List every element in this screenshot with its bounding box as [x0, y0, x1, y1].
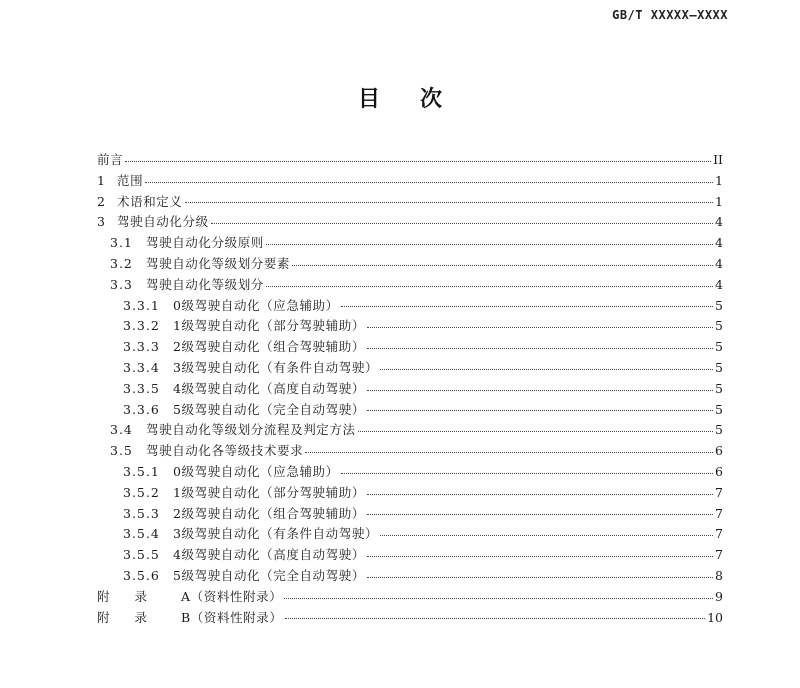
toc-entry-number: 1 — [97, 172, 106, 188]
toc-entry-page: 5 — [715, 318, 723, 334]
toc-entry-number: 3.2 — [110, 255, 133, 271]
toc-entry-number: 3 — [97, 214, 106, 230]
toc-entry[interactable] — [97, 150, 723, 171]
toc-entry[interactable] — [97, 254, 723, 275]
toc-entry-page: 10 — [707, 609, 723, 625]
toc-entry-page: 4 — [715, 235, 723, 251]
toc-entry-number: 3.3 — [110, 276, 133, 292]
toc-entry-label: 0级驾驶自动化（应急辅助） — [173, 297, 339, 313]
toc-entry-page: 1 — [715, 193, 723, 209]
toc-entry-number: 3.3.3 — [123, 339, 160, 355]
toc-entry-page: 5 — [715, 422, 723, 438]
toc-entry-page: 4 — [715, 276, 723, 292]
toc-entry[interactable] — [97, 608, 723, 629]
toc-entry-label: 0级驾驶自动化（应急辅助） — [173, 463, 339, 479]
toc-entry-label: 驾驶自动化等级划分要素 — [146, 255, 291, 271]
toc-entry-page: 5 — [715, 359, 723, 375]
toc-entry-label: 5级驾驶自动化（完全自动驾驶） — [173, 567, 365, 583]
toc-entry[interactable] — [97, 545, 723, 566]
toc-entry-label: 范围 — [117, 172, 144, 188]
toc-entry-page: 9 — [715, 588, 723, 604]
toc-entry-label: 驾驶自动化分级 — [117, 214, 209, 230]
toc-leader-dots — [185, 201, 714, 203]
toc-entry-page: 7 — [715, 505, 723, 521]
toc-entry-label: 驾驶自动化分级原则 — [146, 235, 264, 251]
table-of-contents — [97, 150, 723, 628]
toc-entry-number: 3.5.5 — [123, 547, 160, 563]
toc-entry-number: 3.3.2 — [123, 318, 160, 334]
toc-entry-number: 3.4 — [110, 422, 133, 438]
toc-entry[interactable] — [97, 296, 723, 317]
toc-entry-page: 7 — [715, 526, 723, 542]
toc-entry[interactable] — [97, 483, 723, 504]
toc-entry-page: 5 — [715, 380, 723, 396]
toc-leader-dots — [305, 451, 713, 453]
toc-leader-dots — [211, 222, 713, 224]
toc-entry-label: 1级驾驶自动化（部分驾驶辅助） — [173, 318, 365, 334]
toc-entry-label: 5级驾驶自动化（完全自动驾驶） — [173, 401, 365, 417]
toc-entry-page: 7 — [715, 484, 723, 500]
toc-entry-label: 3级驾驶自动化（有条件自动驾驶） — [173, 359, 379, 375]
toc-leader-dots — [380, 368, 713, 370]
toc-entry[interactable] — [97, 379, 723, 400]
toc-leader-dots — [341, 305, 713, 307]
toc-entry-number: 3.1 — [110, 235, 133, 251]
toc-entry[interactable] — [97, 504, 723, 525]
toc-entry-number: 3.3.5 — [123, 380, 160, 396]
toc-entry[interactable] — [97, 441, 723, 462]
toc-entry-number: 3.5.3 — [123, 505, 160, 521]
toc-entry-label: 驾驶自动化各等级技术要求 — [146, 443, 304, 459]
toc-entry-label: 1级驾驶自动化（部分驾驶辅助） — [173, 484, 365, 500]
toc-leader-dots — [367, 347, 713, 349]
toc-entry-number: 2 — [97, 193, 106, 209]
toc-leader-dots — [285, 617, 706, 619]
toc-entry-page: 5 — [715, 339, 723, 355]
toc-entry-label: 2级驾驶自动化（组合驾驶辅助） — [173, 339, 365, 355]
toc-entry-number: 3.3.1 — [123, 297, 160, 313]
toc-entry-number: 3.5.6 — [123, 567, 160, 583]
toc-leader-dots — [367, 513, 713, 515]
toc-leader-dots — [367, 326, 713, 328]
toc-entry-label: 前言 — [97, 152, 124, 167]
toc-leader-dots — [266, 243, 713, 245]
toc-entry[interactable] — [97, 587, 723, 608]
toc-entry[interactable] — [97, 233, 723, 254]
toc-leader-dots — [367, 576, 713, 578]
toc-leader-dots — [380, 534, 713, 536]
toc-leader-dots — [145, 181, 713, 183]
toc-entry-page: 4 — [715, 214, 723, 230]
toc-entry-label: A（资料性附录） — [181, 588, 283, 604]
toc-entry[interactable] — [97, 462, 723, 483]
toc-leader-dots — [358, 430, 713, 432]
toc-entry-page: 8 — [715, 567, 723, 583]
toc-entry[interactable] — [97, 566, 723, 587]
toc-entry[interactable] — [97, 337, 723, 358]
page-title: 目次 — [357, 87, 482, 112]
toc-entry-label: B（资料性附录） — [181, 609, 283, 625]
toc-leader-dots — [341, 472, 713, 474]
toc-entry-label: 2级驾驶自动化（组合驾驶辅助） — [173, 505, 365, 521]
toc-entry-label: 4级驾驶自动化（高度自动驾驶） — [173, 380, 365, 396]
toc-entry[interactable] — [97, 212, 723, 233]
toc-entry[interactable] — [97, 275, 723, 296]
toc-entry-page: 6 — [715, 443, 723, 459]
toc-entry[interactable] — [97, 316, 723, 337]
toc-entry-number: 附 录 — [97, 609, 148, 625]
toc-entry[interactable] — [97, 358, 723, 379]
toc-entry-number: 3.5 — [110, 443, 133, 459]
toc-leader-dots — [367, 409, 713, 411]
toc-leader-dots — [266, 285, 713, 287]
toc-entry[interactable] — [97, 524, 723, 545]
toc-entry-page: 1 — [715, 172, 723, 188]
toc-entry-label: 驾驶自动化等级划分 — [146, 276, 264, 292]
toc-entry[interactable] — [97, 192, 723, 213]
toc-leader-dots — [367, 493, 713, 495]
toc-entry-page: 6 — [715, 463, 723, 479]
toc-entry-page: 5 — [715, 297, 723, 313]
toc-leader-dots — [367, 555, 713, 557]
toc-entry-number: 3.3.6 — [123, 401, 160, 417]
toc-entry-page: II — [713, 152, 723, 167]
toc-entry[interactable] — [97, 171, 723, 192]
toc-leader-dots — [367, 389, 713, 391]
toc-entry-number: 3.5.1 — [123, 463, 160, 479]
toc-leader-dots — [292, 264, 713, 266]
toc-entry-label: 3级驾驶自动化（有条件自动驾驶） — [173, 526, 379, 542]
toc-entry-label: 驾驶自动化等级划分流程及判定方法 — [146, 422, 356, 438]
toc-entry-label: 4级驾驶自动化（高度自动驾驶） — [173, 547, 365, 563]
toc-entry[interactable] — [97, 420, 723, 441]
toc-entry-number: 3.3.4 — [123, 359, 160, 375]
toc-entry-number: 附 录 — [97, 588, 148, 604]
toc-entry-number: 3.5.2 — [123, 484, 160, 500]
toc-entry-page: 7 — [715, 547, 723, 563]
toc-entry-number: 3.5.4 — [123, 526, 160, 542]
standard-code: GB/T XXXXX—XXXX — [612, 8, 728, 22]
toc-entry-label: 术语和定义 — [117, 193, 183, 209]
toc-leader-dots — [125, 160, 711, 162]
toc-entry-page: 4 — [715, 255, 723, 271]
toc-entry[interactable] — [97, 400, 723, 421]
toc-entry-page: 5 — [715, 401, 723, 417]
toc-leader-dots — [284, 597, 713, 599]
